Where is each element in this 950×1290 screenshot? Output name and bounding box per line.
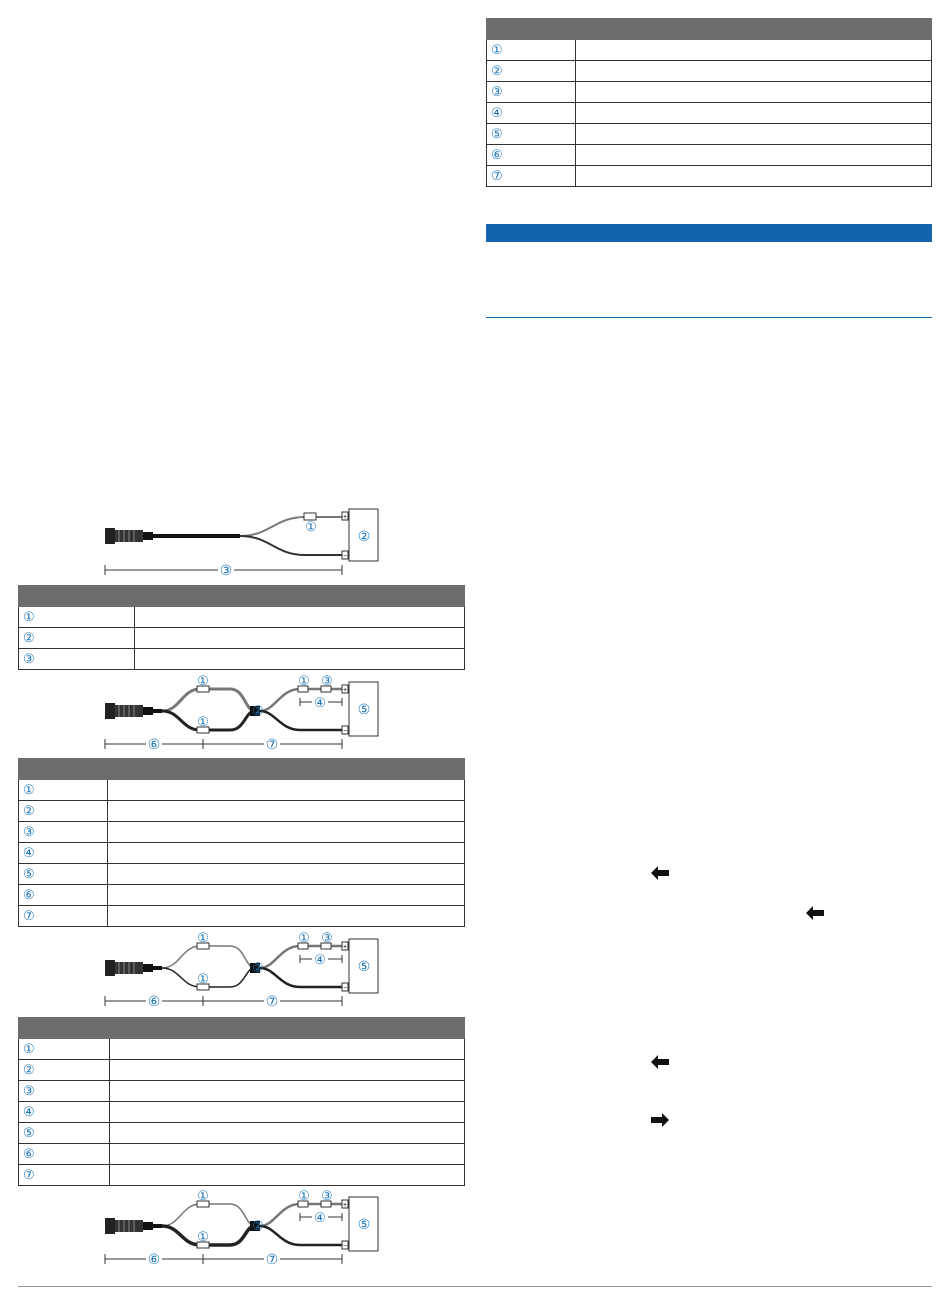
diagram-callout: ① [298,1188,310,1203]
diagram-callout: ③ [219,562,233,578]
table-row [487,82,932,103]
callout-3: ③ [19,822,108,843]
plus-terminal-label: + [342,944,348,951]
connector-plug [105,703,153,719]
arrow-left-icon [651,866,669,880]
callout-1: ① [487,40,576,61]
connector-plug [105,960,153,976]
table-row [19,1165,465,1186]
table-row [19,864,465,885]
diagram-callout: ⑤ [357,1216,371,1232]
table-header-row [19,1018,465,1039]
plus-terminal-label: + [342,687,348,694]
table-row [19,628,465,649]
table-row [19,1039,465,1060]
connector-plug [105,528,153,544]
arrow-left-icon [806,906,824,920]
diagram-callout: ① [197,930,209,945]
diagram-callout: ⑥ [147,1251,161,1267]
minus-terminal-label: − [342,1243,348,1250]
diagram-callout: ① [197,714,209,729]
diagram-callout: ⑦ [265,1251,279,1267]
wiring-diagram-4 [100,1187,390,1269]
callout-7: ⑦ [19,906,108,927]
diagram-callout: ⑥ [147,736,161,752]
table-row [19,1081,465,1102]
minus-terminal-label: − [342,728,348,735]
arrow-left-icon [651,1055,669,1069]
callout-5: ⑤ [19,1123,110,1144]
diagram-callout: ① [305,519,317,534]
wiring-diagram-3 [100,929,390,1011]
callout-7: ⑦ [487,166,576,187]
diagram-callout: ⑤ [357,701,371,717]
minus-terminal-label: − [342,985,348,992]
table-row [19,843,465,864]
arrow-right-icon [651,1113,669,1127]
callout-5: ⑤ [487,124,576,145]
diagram-callout: ① [298,930,310,945]
diagram-callout: ② [357,528,371,544]
callout-4: ④ [19,843,108,864]
diagram-callout: ④ [314,1210,326,1225]
table-header-row [19,759,465,780]
callout-6: ⑥ [487,145,576,166]
table-row [19,906,465,927]
callout-4: ④ [19,1102,110,1123]
section-divider [486,317,932,318]
table-row [487,61,932,82]
wiring-diagram-1 [100,505,390,581]
callout-6: ⑥ [19,1144,110,1165]
table-row [487,166,932,187]
callout-4: ④ [487,103,576,124]
legend-table-3 [18,1017,465,1186]
diagram-callout: ④ [314,952,326,967]
diagram-callout: ① [197,971,209,986]
legend-table-1 [18,585,465,670]
plus-terminal-label: + [342,1202,348,1209]
table-row [19,801,465,822]
legend-table-right [486,18,932,187]
callout-1: ① [19,780,108,801]
diagram-callout: ① [298,673,310,688]
callout-1: ① [19,607,135,628]
callout-2: ② [19,801,108,822]
wiring-diagram-2 [100,672,390,754]
table-row [19,649,465,670]
table-row [487,103,932,124]
callout-6: ⑥ [19,885,108,906]
table-row [19,1102,465,1123]
diagram-callout: ③ [321,673,333,688]
table-row [19,607,465,628]
callout-2: ② [487,61,576,82]
diagram-callout: ① [197,673,209,688]
callout-3: ③ [487,82,576,103]
diagram-callout: ② [252,960,264,975]
diagram-callout: ① [197,1229,209,1244]
diagram-callout: ③ [321,1188,333,1203]
diagram-callout: ④ [314,695,326,710]
diagram-callout: ⑥ [147,993,161,1009]
legend-table-2 [18,758,465,927]
table-row [19,1144,465,1165]
table-row [487,124,932,145]
callout-7: ⑦ [19,1165,110,1186]
table-row [19,885,465,906]
callout-3: ③ [19,649,135,670]
diagram-callout: ② [252,703,264,718]
table-row [487,145,932,166]
footer-divider [18,1286,932,1287]
section-heading-bar [486,224,932,242]
table-row [19,1123,465,1144]
diagram-callout: ⑤ [357,958,371,974]
callout-3: ③ [19,1081,110,1102]
diagram-callout: ③ [321,930,333,945]
connector-plug [105,1218,153,1234]
table-row [487,40,932,61]
diagram-callout: ⑦ [265,736,279,752]
table-row [19,822,465,843]
table-row [19,780,465,801]
diagram-callout: ⑦ [265,993,279,1009]
callout-5: ⑤ [19,864,108,885]
plus-terminal-label: + [342,514,348,521]
callout-2: ② [19,628,135,649]
diagram-callout: ① [197,1188,209,1203]
table-header-row [19,586,465,607]
diagram-callout: ② [252,1218,264,1233]
callout-2: ② [19,1060,110,1081]
table-row [19,1060,465,1081]
callout-1: ① [19,1039,110,1060]
table-header-row [487,19,932,40]
minus-terminal-label: − [342,553,348,560]
